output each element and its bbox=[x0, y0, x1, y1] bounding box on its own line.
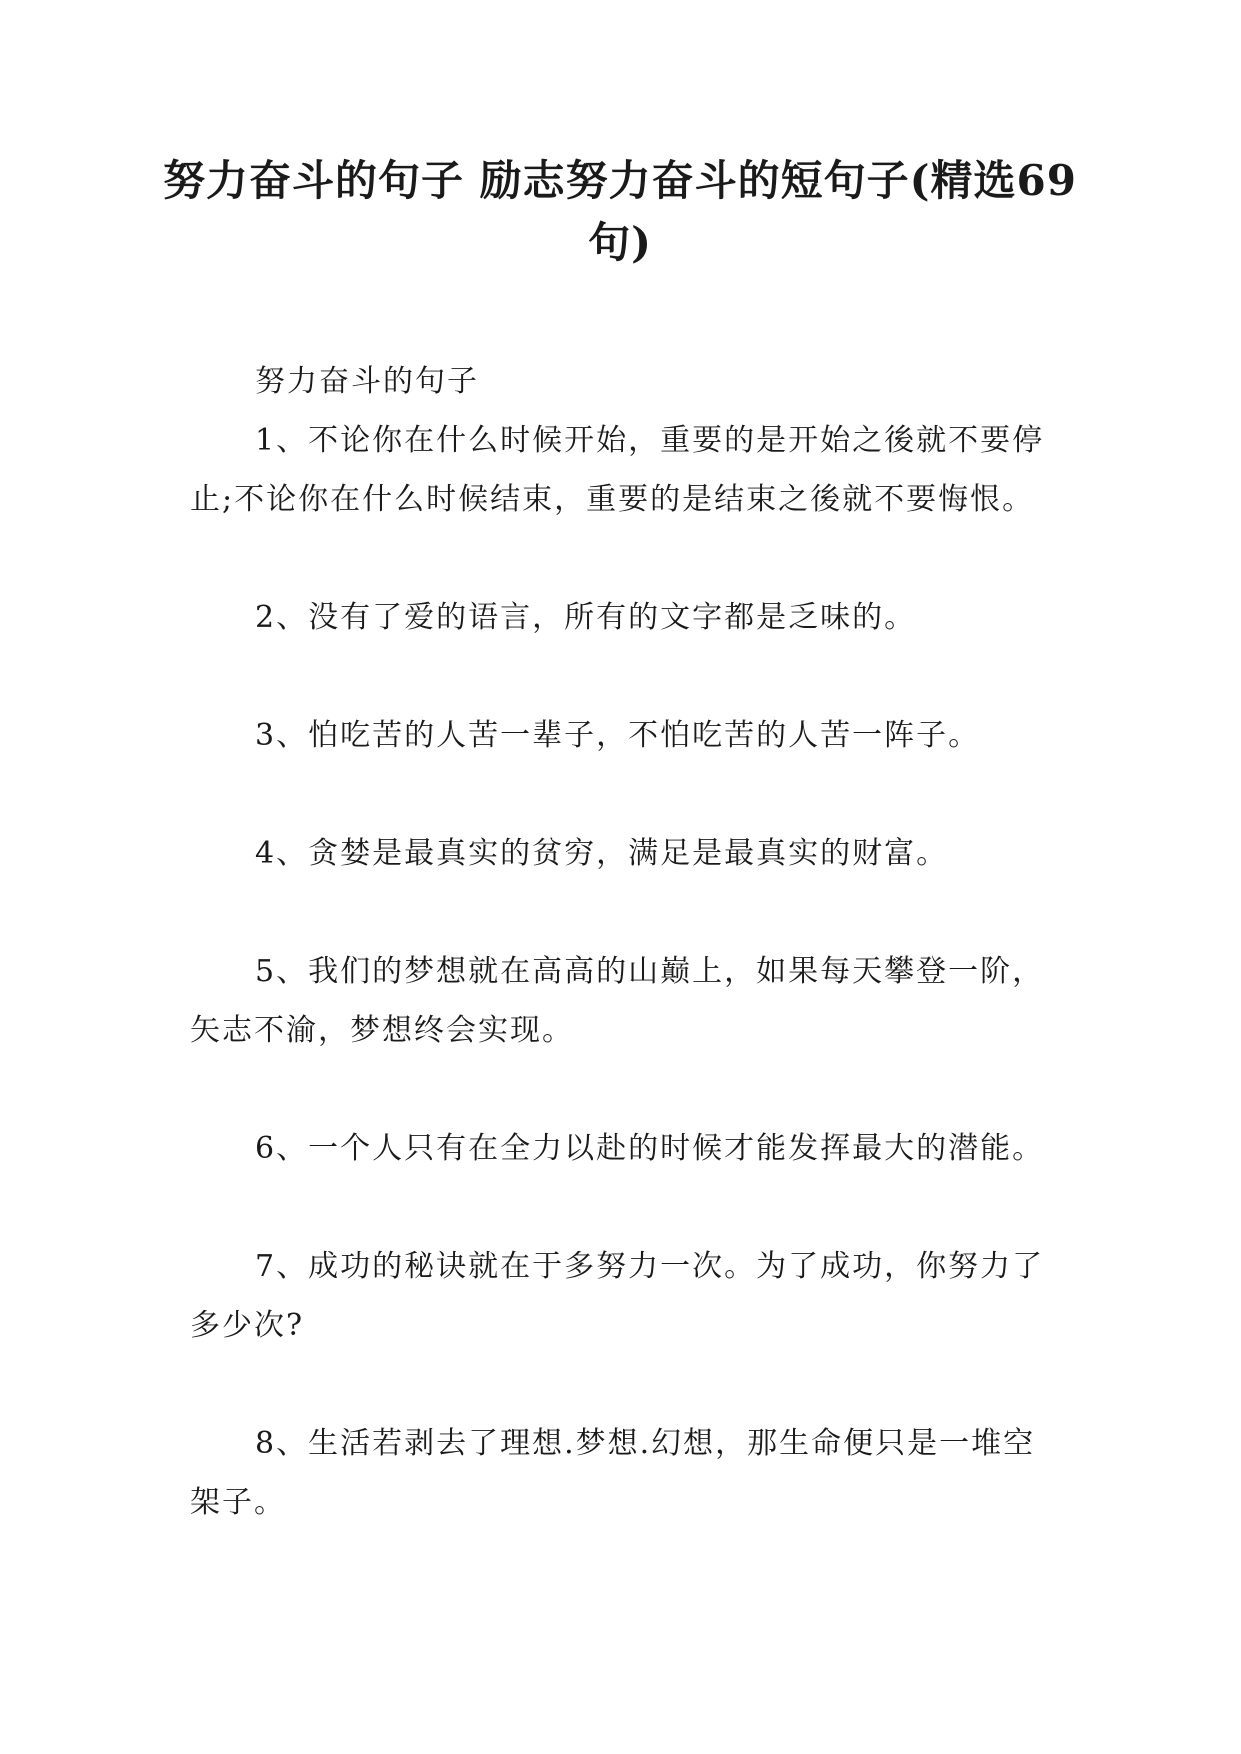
document-title: 努力奋斗的句子 励志努力奋斗的短句子(精选69句) bbox=[163, 156, 1077, 267]
section-subheading: 努力奋斗的句子 bbox=[255, 364, 479, 399]
quote-paragraph-6: 6、一个人只有在全力以赴的时候才能发挥最大的潜能。 bbox=[255, 1131, 1045, 1166]
quote-paragraph-7: 7、成功的秘诀就在于多努力一次。为了成功，你努力了多少次? bbox=[190, 1249, 1045, 1343]
quote-paragraph-5: 5、我们的梦想就在高高的山巅上，如果每天攀登一阶，矢志不渝，梦想终会实现。 bbox=[190, 954, 1045, 1048]
document-body bbox=[190, 352, 1060, 1532]
quote-paragraph-3: 3、怕吃苦的人苦一辈子，不怕吃苦的人苦一阵子。 bbox=[255, 718, 981, 753]
quote-paragraph-8: 8、生活若剥去了理想.梦想.幻想，那生命便只是一堆空架子。 bbox=[190, 1426, 1036, 1520]
quote-paragraph-2: 2、没有了爱的语言，所有的文字都是乏味的。 bbox=[255, 600, 917, 635]
quote-paragraph-1: 1、不论你在什么时候开始，重要的是开始之後就不要停止;不论你在什么时候结束，重要的是结束之後就不要悔恨。 bbox=[190, 423, 1045, 517]
quote-paragraph-4: 4、贪婪是最真实的贫穷，满足是最真实的财富。 bbox=[255, 836, 949, 871]
